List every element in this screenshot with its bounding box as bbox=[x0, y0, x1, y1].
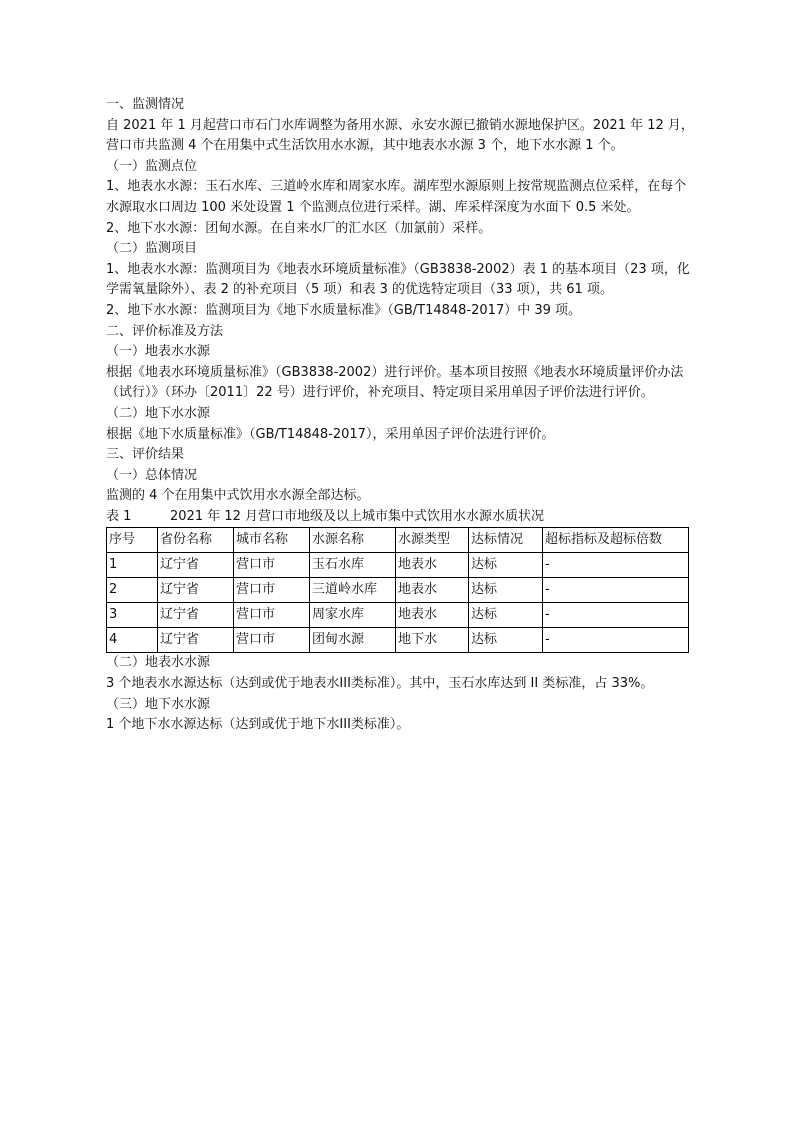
table-header-cell: 水源名称 bbox=[310, 528, 396, 553]
table-caption-title: 2021 年 12 月营口市地级及以上城市集中式饮用水水源水质状况 bbox=[170, 508, 545, 524]
section1-heading: 一、监测情况 bbox=[106, 97, 185, 112]
section1-intro: 自 2021 年 1 月起营口市石门水库调整为备用水源、永安水源已撤销水源地保护区。2021 年 12 月，营口市共监测 4 个在用集中式生活饮用水水源，其中地表水水源 3 个，地下水水源 1 个。 bbox=[106, 117, 694, 154]
table-cell: 达标 bbox=[469, 578, 543, 603]
monitoring-points-surface: 1、地表水水源：玉石水库、三道岭水库和周家水库。湖库型水源原则上按常规监测点位采样，在每个水源取水口周边 100 米处设置 1 个监测点位进行采样。湖、库采样深度为水面下 0.5 米处。 bbox=[106, 179, 687, 215]
ground-result-heading: （三）地下水水源 bbox=[106, 696, 211, 712]
table-cell: 辽宁省 bbox=[158, 603, 234, 628]
overall-text: 监测的 4 个在用集中式饮用水水源全部达标。 bbox=[106, 488, 370, 504]
eval-ground-text: 根据《地下水质量标准》（GB/T14848-2017），采用单因子评价法进行评价。 bbox=[106, 426, 555, 442]
eval-surface-text: 根据《地表水环境质量标准》（GB3838-2002）进行评价。基本项目按照《地表水环境质量评价办法（试行）》（环办〔2011〕22 号）进行评价，补充项目、特定项目采用单因子评价法进行评价。 bbox=[106, 364, 684, 401]
table-cell: 营口市 bbox=[234, 603, 310, 628]
table-cell: 达标 bbox=[469, 553, 543, 578]
table-cell: 4 bbox=[107, 628, 158, 653]
table-header-cell: 城市名称 bbox=[234, 528, 310, 553]
table-header-cell: 序号 bbox=[107, 528, 158, 553]
table-cell: 辽宁省 bbox=[158, 628, 234, 653]
table-cell: - bbox=[543, 553, 689, 578]
table-cell: 地表水 bbox=[396, 603, 469, 628]
monitoring-items-surface: 1、地表水水源：监测项目为《地表水环境质量标准》（GB3838-2002）表 1 的基本项目（23 项，化学需氧量除外）、表 2 的补充项目（5 项）和表 3 的优选特定项目（33 项），共 61 项。 bbox=[106, 261, 690, 298]
table-cell: 3 bbox=[107, 603, 158, 628]
surface-result-text: 3 个地表水水源达标（达到或优于地表水III类标准）。其中，玉石水库达到 II 类标准，占 33%。 bbox=[106, 676, 654, 692]
eval-surface-heading: （一）地表水水源 bbox=[106, 344, 211, 360]
table-row bbox=[107, 603, 689, 628]
table-cell: 团甸水源 bbox=[310, 628, 396, 653]
water-quality-table bbox=[106, 527, 689, 653]
table-cell: 地表水 bbox=[396, 553, 469, 578]
table-header-cell: 省份名称 bbox=[158, 528, 234, 553]
table-cell: 营口市 bbox=[234, 628, 310, 653]
table-header-cell: 达标情况 bbox=[469, 528, 543, 553]
monitoring-points-heading: （一）监测点位 bbox=[106, 158, 198, 174]
table-cell: 营口市 bbox=[234, 578, 310, 603]
table-cell: 地下水 bbox=[396, 628, 469, 653]
monitoring-items-heading: （二）监测项目 bbox=[106, 241, 198, 257]
table-cell: 辽宁省 bbox=[158, 578, 234, 603]
table-cell: 玉石水库 bbox=[310, 553, 396, 578]
table-cell: 达标 bbox=[469, 603, 543, 628]
table-cell: 2 bbox=[107, 578, 158, 603]
eval-ground-heading: （二）地下水水源 bbox=[106, 405, 211, 421]
table-caption-number: 表 1 bbox=[106, 508, 132, 524]
table-cell: 周家水库 bbox=[310, 603, 396, 628]
table-header-cell: 超标指标及超标倍数 bbox=[543, 528, 689, 553]
overall-heading: （一）总体情况 bbox=[106, 467, 198, 483]
table-cell: - bbox=[543, 628, 689, 653]
section2-heading: 二、评价标准及方法 bbox=[106, 323, 224, 339]
table-cell: - bbox=[543, 578, 689, 603]
table-row bbox=[107, 553, 689, 578]
table-cell: 营口市 bbox=[234, 553, 310, 578]
table-header-row bbox=[107, 528, 689, 553]
monitoring-items-ground: 2、地下水水源：监测项目为《地下水质量标准》（GB/T14848-2017）中 39 项。 bbox=[106, 302, 582, 318]
table-caption bbox=[106, 507, 696, 528]
ground-result-text: 1 个地下水水源达标（达到或优于地下水III类标准）。 bbox=[106, 717, 410, 733]
section3-heading: 三、评价结果 bbox=[106, 447, 185, 463]
table-row bbox=[107, 578, 689, 603]
table-cell: 地表水 bbox=[396, 578, 469, 603]
table-cell: - bbox=[543, 603, 689, 628]
document-page bbox=[106, 95, 696, 736]
table-cell: 辽宁省 bbox=[158, 553, 234, 578]
table-cell: 三道岭水库 bbox=[310, 578, 396, 603]
table-cell: 1 bbox=[107, 553, 158, 578]
surface-result-heading: （二）地表水水源 bbox=[106, 655, 211, 671]
monitoring-points-ground: 2、地下水水源：团甸水源。在自来水厂的汇水区（加氯前）采样。 bbox=[106, 220, 492, 236]
table-row bbox=[107, 628, 689, 653]
table-cell: 达标 bbox=[469, 628, 543, 653]
table-header-cell: 水源类型 bbox=[396, 528, 469, 553]
